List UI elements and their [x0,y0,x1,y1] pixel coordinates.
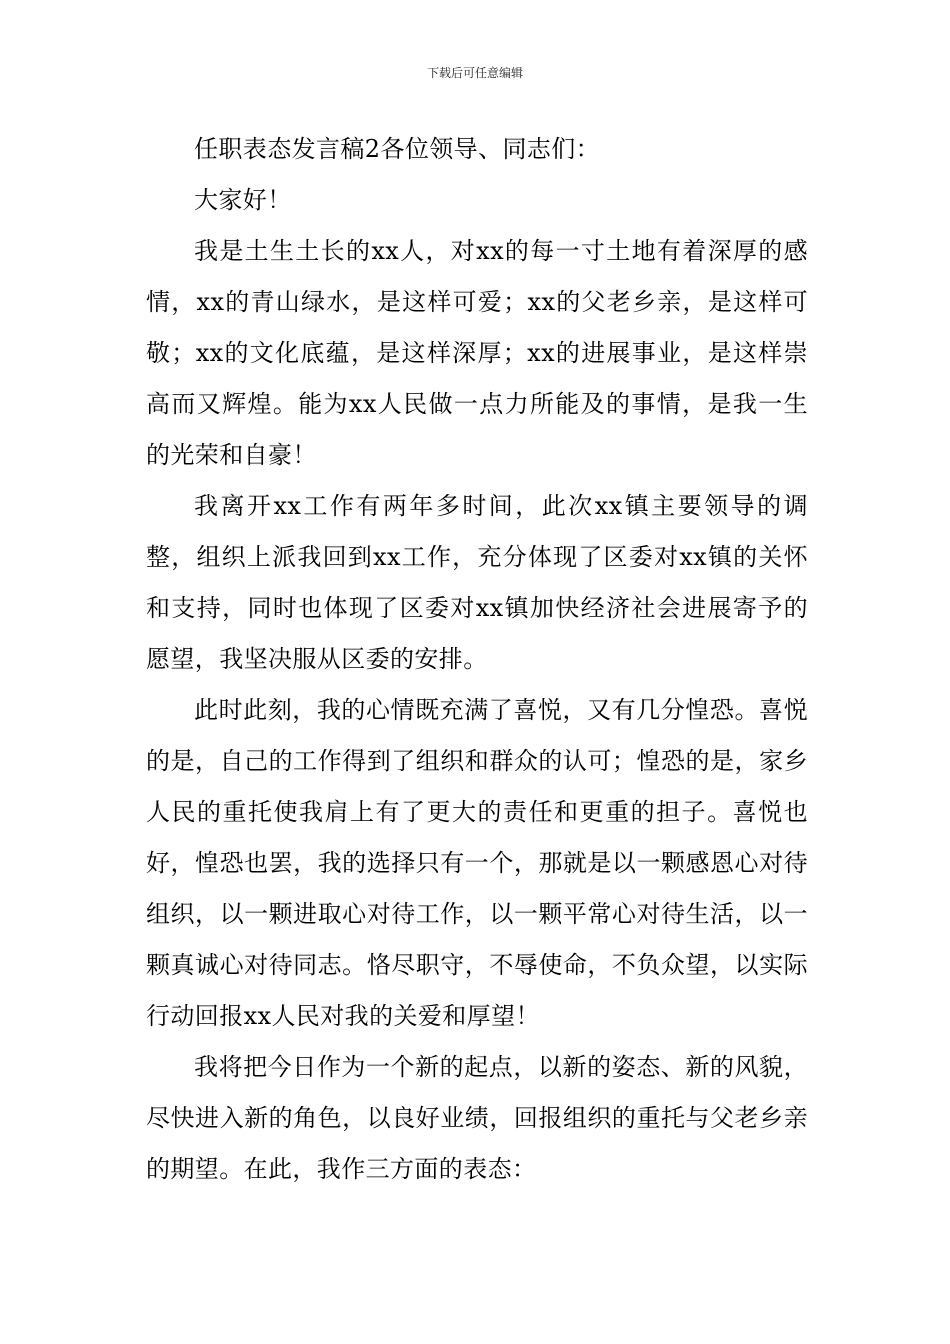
page-header-note: 下载后可任意编辑 [426,66,523,80]
title-line: 任职表态发言稿2各位领导、同志们： [194,135,601,163]
paragraph-hometown: 我是土生土长的xx人，对xx的每一寸土地有着深厚的感情，xx的青山绿水，是这样可爱；xx的父老乡亲，是这样可敬；xx的文化底蕴，是这样深厚；xx的进展事业，是这样崇高而又辉煌。能为xx人民做一点力所能及的事情，是我一生的光荣和自豪！ [146,237,808,469]
document-body [146,124,808,1195]
paragraph-return: 我离开xx工作有两年多时间，此次xx镇主要领导的调整，组织上派我回到xx工作，充分体现了区委对xx镇的关怀和支持，同时也体现了区委对xx镇加快经济社会进展寄予的愿望，我坚决服从区委的安排。 [146,492,808,673]
paragraph-feelings: 此时此刻，我的心情既充满了喜悦，又有几分惶恐。喜悦的是，自己的工作得到了组织和群众的认可；惶恐的是，家乡人民的重托使我肩上有了更大的责任和更重的担子。喜悦也好，惶恐也罢，我的选择只有一个，那就是以一颗感恩心对待组织，以一颗进取心对待工作，以一颗平常心对待生活，以一颗真诚心对待同志。恪尽职守，不辱使命，不负众望，以实际行动回报xx人民对我的关爱和厚望！ [146,696,808,1030]
greeting-paragraph: 大家好！ [194,186,292,214]
paragraph-commitment: 我将把今日作为一个新的起点，以新的姿态、新的风貌，尽快进入新的角色，以良好业绩，回报组织的重托与父老乡亲的期望。在此，我作三方面的表态： [146,1053,808,1183]
